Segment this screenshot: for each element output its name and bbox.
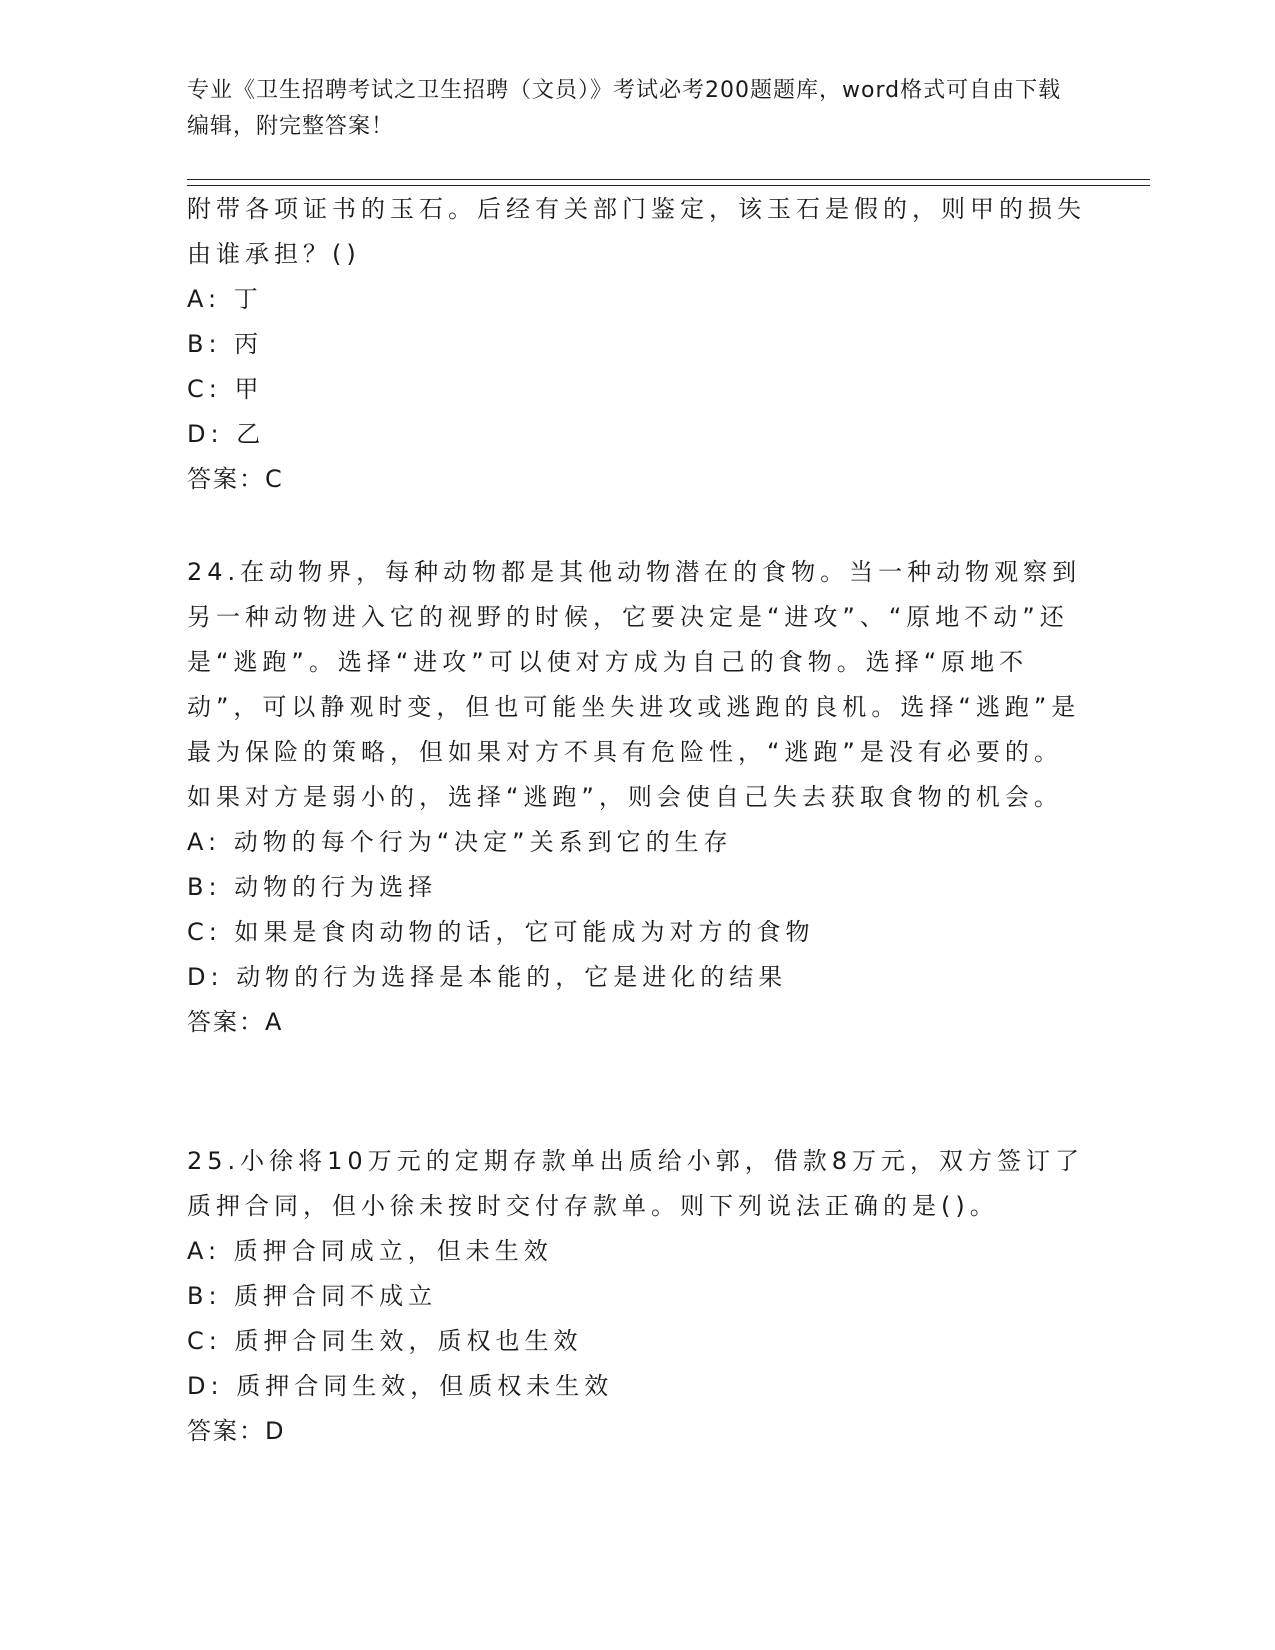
answer-line: 答案：C: [187, 465, 284, 493]
option-a: A: 动物的每个行为“决定”关系到它的生存: [187, 828, 733, 856]
question-block: [187, 550, 1087, 1045]
header-divider-top: [187, 179, 1150, 180]
option-d: D: 质押合同生效，但质权未生效: [187, 1372, 614, 1400]
question-text: 25.小徐将10万元的定期存款单出质给小郭，借款8万元，双方签订了质押合同，但小徐未按时交付存款单。则下列说法正确的是()。: [187, 1147, 1084, 1220]
option-c: C: 甲: [187, 375, 264, 403]
answer-line: 答案：A: [187, 1008, 284, 1036]
question-text: 24.在动物界，每种动物都是其他动物潜在的食物。当一种动物观察到另一种动物进入它的视野的时候，它要决定是“进攻”、“原地不动”还是“逃跑”。选择“进攻”可以使对方成为自己的食物。选择“原地不动”，可以静观时变，但也可能坐失进攻或逃跑的良机。选择“逃跑”是最为保险的策略，但如果对方不具有危险性，“逃跑”是没有必要的。如果对方是弱小的，选择“逃跑”，则会使自己失去获取食物的机会。: [187, 558, 1082, 811]
option-b: B: 质押合同不成立: [187, 1282, 438, 1310]
option-a: A: 质押合同成立，但未生效: [187, 1237, 553, 1265]
option-d: D: 乙: [187, 420, 266, 448]
option-c: C: 如果是食肉动物的话，它可能成为对方的食物: [187, 918, 815, 946]
option-c: C: 质押合同生效，质权也生效: [187, 1327, 583, 1355]
option-b: B: 动物的行为选择: [187, 873, 438, 901]
option-a: A: 丁: [187, 285, 263, 313]
option-b: B: 丙: [187, 330, 264, 358]
question-text: 附带各项证书的玉石。后经有关部门鉴定，该玉石是假的，则甲的损失由谁承担？(): [187, 195, 1086, 268]
answer-line: 答案：D: [187, 1417, 286, 1445]
document-header: 专业《卫生招聘考试之卫生招聘（文员）》考试必考200题题库，word格式可自由下载编辑，附完整答案！: [187, 78, 1062, 139]
option-d: D: 动物的行为选择是本能的，它是进化的结果: [187, 963, 788, 991]
header-divider-bottom: [187, 185, 1150, 186]
question-block: [187, 1139, 1087, 1454]
question-block: [187, 187, 1087, 502]
